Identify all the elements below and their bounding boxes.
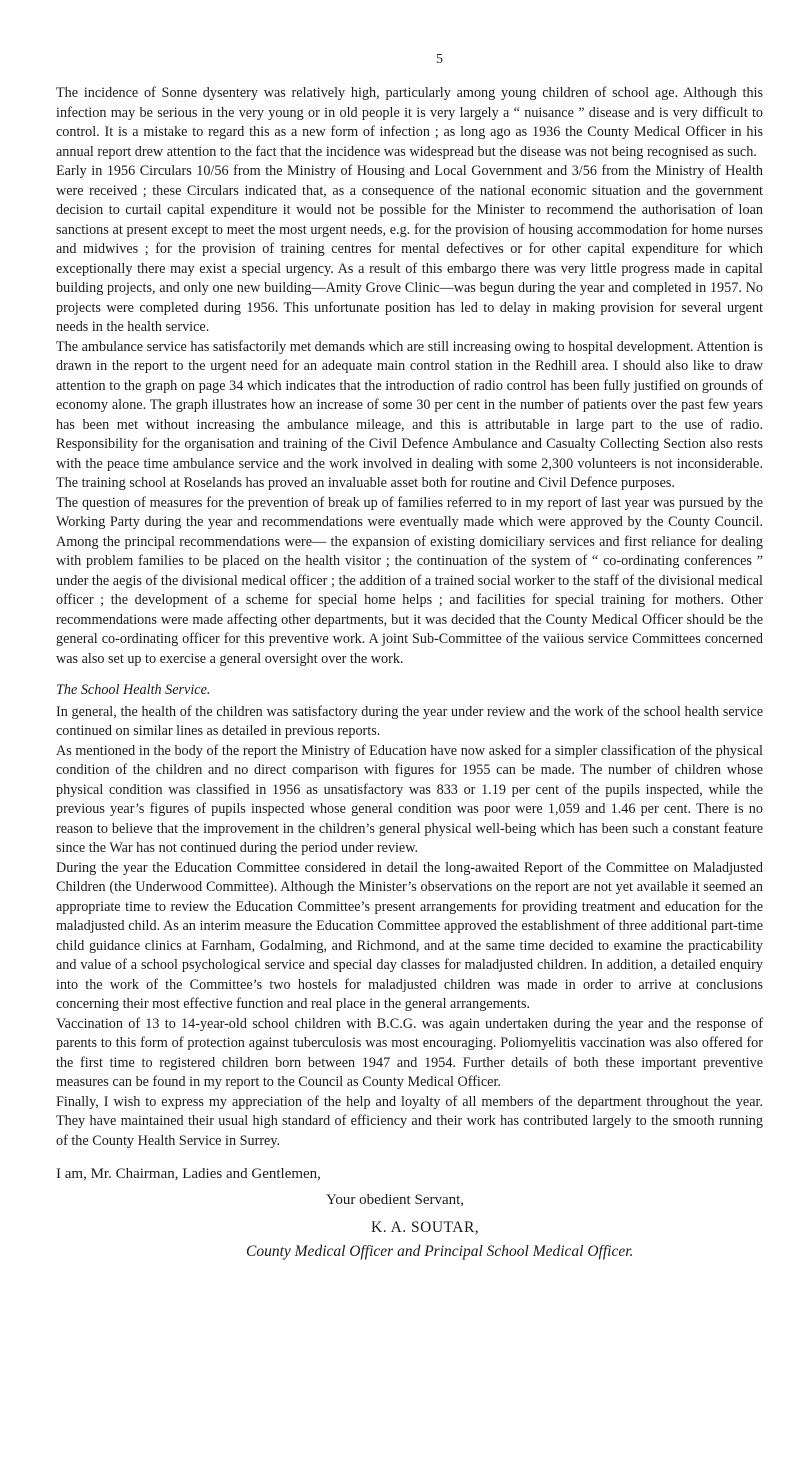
paragraph-ambulance-service: The ambulance service has satisfactorily met demands which are still increasing owing to hospital development. Attention is drawn in the report to the urgent need for an adequate main control station in the Redhill area. I should also like to draw attention to the graph on page 34 which indicates that the introduction of radio control has been fully justified on grounds of economy alone. The graph illustrates how an increase of some 30 per cent in the number of patients over the past few years has been met without increasing the ambulance mileage, and this is attributable in large part to the use of radio. Responsibility for the organisation and training of the Civil Defence Ambulance and Casualty Collecting Section also rests with the peace time ambulance service and the work involved in dealing with some 2,300 volunteers is not inconsiderable. The training school at Roselands has proved an invaluable asset both for routine and Civil Defence purposes. [56,338,763,491]
closing-sign-off: Your obedient Servant, [326,1192,465,1208]
paragraph-sonne-dysentery: The incidence of Sonne dysentery was relatively high, particularly among young children of school age. Although this infection may be serious in the very young or in old people it is very largely a “ nuisance ” disease and is very difficult to control. It is a mistake to regard this as a new form of infection ; as long ago as 1936 the County Medical Officer in his annual report drew attention to the fact that the incidence was widespread but the disease was not being recognised as such. [56,85,763,160]
closing-salutation: I am, Mr. Chairman, Ladies and Gentlemen, [56,1166,321,1182]
signatory-title: County Medical Officer and Principal School Medical Officer. [246,1243,634,1260]
paragraph-school-health-general: In general, the health of the children was satisfactory during the year under review and the work of the school health service continued on similar lines as detailed in previous reports. [56,703,763,739]
paragraph-physical-condition: As mentioned in the body of the report the Ministry of Education have now asked for a simpler classification of the physical condition of the children and no direct comparison with figures for 1955 can be made. The number of children whose physical condition was classified in 1956 as unsatisfactory was 833 or 1.19 per cent of the pupils inspected, while the previous year’s figures of pupils inspected whose general condition was poor were 1,059 and 1.46 per cent. There is no reason to believe that the improvement in the children’s general physical well-being which has been such a constant feature since the War has not continued during the period under review. [56,742,763,856]
paragraph-capital-building: Early in 1956 Circulars 10/56 from the Ministry of Housing and Local Government and 3/56 from the Ministry of Health were received ; these Circulars indicated that, as a consequence of the national economic situation and the government decision to curtail capital expenditure it would not be possible for the Minister to recommend the authorisation of loan sanctions at present except to meet the most urgent needs, e.g. for the provision of housing accommodation for home nurses and midwives ; for the provision of training centres for mental defectives or for other capital expenditure for which exceptionally there may exist a special urgency. As a result of this embargo there was very little progress made in capital building projects, and only one new building—Amity Grove Clinic—was begun during the year and completed in 1957. No projects were completed during 1956. This unfortunate position has led to delay in making provision for several urgent needs in the health service. [56,163,763,335]
signatory-name: K. A. SOUTAR, [371,1219,480,1236]
paragraph-appreciation: Finally, I wish to express my appreciation of the help and loyalty of all members of the department throughout the year. They have maintained their usual high standard of efficiency and their work has contributed largely to the smooth running of the County Health Service in Surrey. [56,1093,763,1149]
section-heading-school-health: The School Health Service. [56,682,211,698]
paragraph-vaccination: Vaccination of 13 to 14-year-old school children with B.C.G. was again undertaken during the year and the response of parents to this form of protection against tuberculosis was most encouraging. Poliomyelitis vaccination was also offered for the first time to registered children born between 1947 and 1954. Further details of both these important preventive measures can be found in my report to the Council as County Medical Officer. [56,1015,763,1090]
document-page [56,52,763,1263]
page-number: 5 [436,52,443,67]
paragraph-maladjusted-children: During the year the Education Committee considered in detail the long-awaited Report of the Committee on Maladjusted Children (the Underwood Committee). Although the Minister’s observations on the report are not yet available it seemed an appropriate time to review the Education Committee’s present arrangements for providing treatment and education for the maladjusted child. As an interim measure the Education Committee approved the establishment of three additional part-time child guidance clinics at Farnham, Godalming, and Richmond, and at the same time decided to examine the practicability and value of a school psychological service and special day classes for maladjusted children. In addition, a detailed enquiry into the work of the Committee’s two hostels for maladjusted children was made in order to arrive at conclusions concerning their most effective function and real place in the general arrangements. [56,859,763,1012]
paragraph-problem-families: The question of measures for the prevention of break up of families referred to in my report of last year was pursued by the Working Party during the year and recommendations were eventually made which were approved by the County Council. Among the principal recommendations were— the expansion of existing domiciliary services and first reliance for dealing with problem families to be placed on the health visitor ; the continuation of the system of “ co-ordinating conferences ” under the aegis of the divisional medical officer ; the addition of a trained social worker to the staff of the divisional medical officer ; the development of a scheme for special home helps ; and facilities for special training for mothers. Other recommendations were made affecting other departments, but it was decided that the County Medical Officer should be the general co-ordinating officer for this preventive work. A joint Sub-Committee of the vaiious service Committees concerned was also set up to exercise a general oversight over the work. [56,494,763,667]
